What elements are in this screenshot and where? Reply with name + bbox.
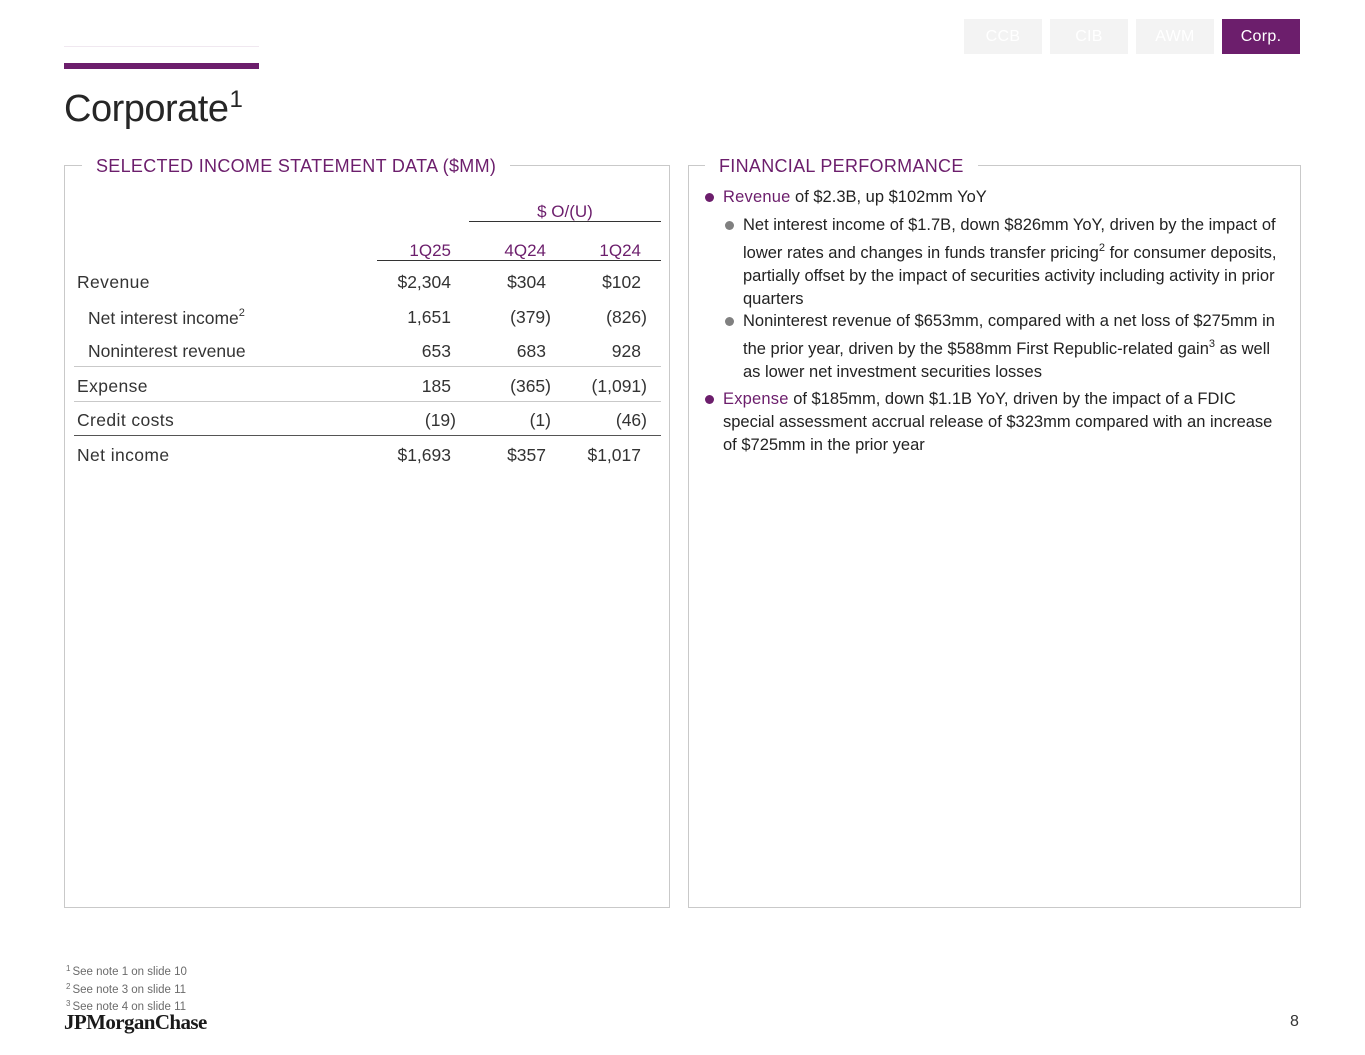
sub-bullet-dot-icon — [725, 221, 734, 230]
variance-group-rule — [469, 221, 661, 222]
sub-bullet-noninterest-revenue — [743, 310, 1288, 384]
table-row-revenue — [74, 264, 661, 298]
income-statement-panel — [64, 156, 670, 908]
table-row-net-income — [74, 437, 661, 471]
cell-1q25: 1,651 — [407, 307, 451, 327]
tab-cib[interactable]: CIB — [1050, 19, 1128, 54]
sub-bullet-sup: 3 — [1208, 338, 1216, 350]
row-label: Net income — [77, 445, 170, 465]
tab-ccb[interactable]: CCB — [964, 19, 1042, 54]
cell-1q24: 928 — [611, 341, 641, 361]
cell-4q24: (365) — [510, 376, 551, 396]
section-tabs — [964, 19, 1300, 54]
bullet-highlight: Expense — [723, 390, 789, 408]
footnote-num: 3 — [66, 999, 71, 1008]
title-divider-light — [64, 46, 259, 47]
column-header-1q25: 1Q25 — [409, 241, 451, 260]
row-label: Noninterest revenue — [88, 341, 246, 361]
cell-4q24: (1) — [529, 410, 551, 430]
row-label: Revenue — [77, 272, 150, 292]
cell-1q24: (826) — [606, 307, 647, 327]
page-title — [64, 86, 242, 131]
bullet-dot-icon — [705, 193, 714, 202]
table-row-noninterest-revenue — [74, 333, 661, 367]
column-header-rule — [377, 260, 661, 261]
cell-4q24: $357 — [507, 445, 546, 465]
income-statement-heading: SELECTED INCOME STATEMENT DATA ($MM) — [82, 155, 510, 177]
tab-corp[interactable]: Corp. — [1222, 19, 1300, 54]
cell-1q24: (46) — [615, 410, 647, 430]
cell-1q25: $1,693 — [397, 445, 451, 465]
page-title-sup: 1 — [229, 86, 243, 113]
tab-awm[interactable]: AWM — [1136, 19, 1214, 54]
sub-bullet-text-1: Net interest income of $1.7B, down $826mm YoY, driven by the impact of lower rates and changes in funds transfer pricing — [743, 216, 1276, 262]
footnotes — [66, 962, 187, 1015]
row-label-sup: 2 — [238, 307, 245, 319]
cell-1q24: (1,091) — [591, 376, 647, 396]
row-label: Credit costs — [77, 410, 175, 430]
income-statement-table — [65, 166, 669, 907]
row-label-text: Net interest income — [88, 308, 239, 328]
bullet-text: of $2.3B, up $102mm YoY — [790, 188, 987, 206]
bullet-text: of $185mm, down $1.1B YoY, driven by the impact of a FDIC special assessment accrual release of $323mm compared with an increase of $725mm in the prior year — [723, 390, 1273, 454]
footnote-num: 1 — [66, 964, 71, 973]
cell-1q25: $2,304 — [397, 272, 451, 292]
footnote-num: 2 — [66, 981, 71, 991]
bullet-dot-icon — [705, 395, 714, 404]
cell-4q24: $304 — [507, 272, 546, 292]
variance-group-header: $ O/(U) — [537, 202, 593, 221]
page-number: 8 — [1290, 1013, 1299, 1030]
cell-1q25: 185 — [421, 376, 451, 396]
sub-bullet-net-interest-income — [743, 214, 1288, 311]
sub-bullet-text-1: Noninterest revenue of $653mm, compared with a net loss of $275mm in the prior year, driven by the $588mm First Republic-related gain — [743, 312, 1275, 358]
bullet-expense — [723, 388, 1283, 457]
financial-performance-heading: FINANCIAL PERFORMANCE — [705, 155, 978, 177]
row-label — [88, 307, 245, 329]
sub-bullet-text-2: for consumer deposits, partially offset by the impact of securities activity including activity in prior quarters — [743, 244, 1277, 308]
sub-bullet-dot-icon — [725, 317, 734, 326]
table-row-credit-costs — [74, 402, 661, 436]
cell-1q24: $102 — [602, 272, 641, 292]
cell-1q25: (19) — [424, 410, 456, 430]
table-row-net-interest-income — [74, 299, 661, 333]
page-title-text: Corporate — [64, 88, 229, 130]
footnote — [66, 962, 187, 980]
row-label: Expense — [77, 376, 148, 396]
footnote-text: See note 3 on slide 11 — [72, 983, 187, 996]
footnote-text: See note 1 on slide 10 — [72, 966, 187, 978]
bullet-highlight: Revenue — [723, 188, 791, 206]
footnote-text: See note 4 on slide 11 — [72, 1001, 187, 1013]
title-accent-bar — [64, 63, 259, 69]
column-header-1q24: 1Q24 — [599, 241, 641, 260]
sub-bullet-sup: 2 — [1098, 242, 1105, 254]
column-header-4q24: 4Q24 — [504, 241, 546, 260]
footnote — [66, 980, 187, 998]
sub-bullet-text-2: as well as lower net investment securities losses — [743, 340, 1271, 381]
cell-4q24: (379) — [510, 307, 551, 327]
cell-1q24: $1,017 — [587, 445, 641, 465]
table-row-expense — [74, 368, 661, 402]
company-logo: JPMorganChase — [64, 1010, 207, 1034]
cell-4q24: 683 — [516, 341, 546, 361]
cell-1q25: 653 — [421, 341, 451, 361]
bullet-revenue — [723, 186, 1283, 209]
financial-performance-panel — [688, 156, 1301, 908]
